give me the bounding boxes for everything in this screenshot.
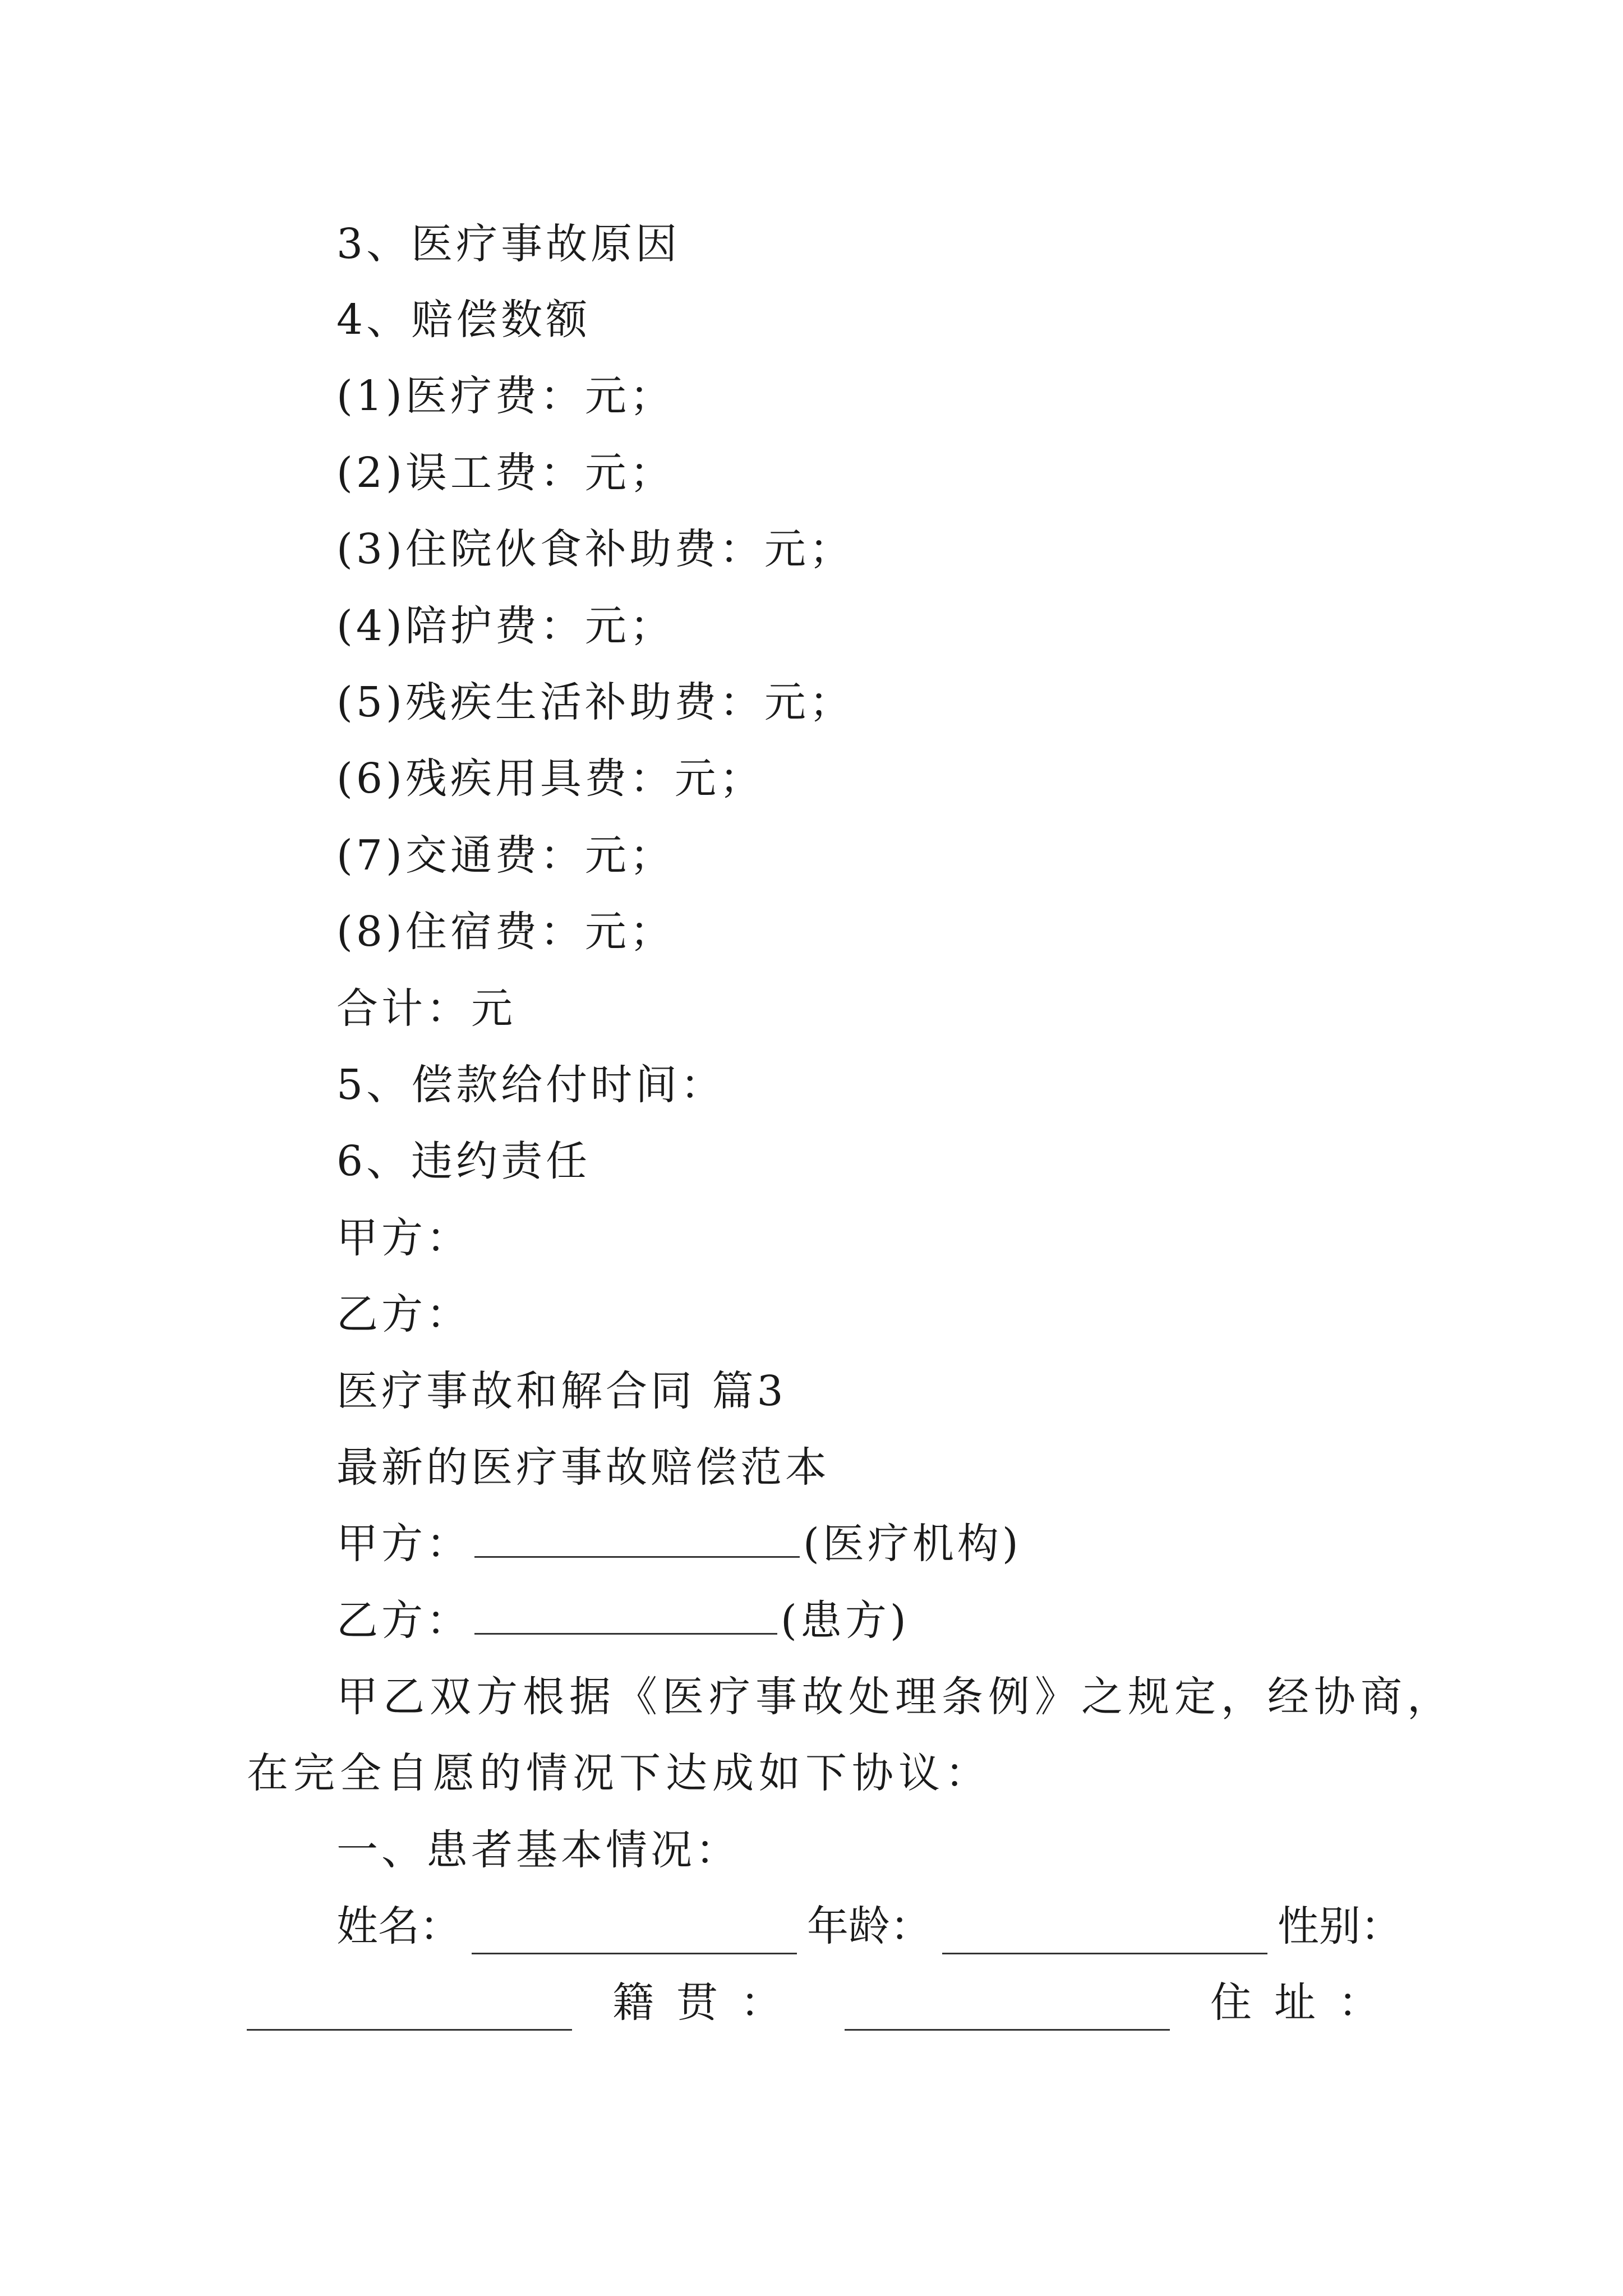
fee-hospital-meals: (3)住院伙食补助费：元； <box>336 525 854 573</box>
total-amount: 合计：元 <box>336 984 516 1033</box>
party-a-suffix: (医疗机构) <box>803 1520 1022 1568</box>
fee-nursing: (4)陪护费：元； <box>336 602 675 650</box>
signature-party-a: 甲方： <box>336 1214 471 1262</box>
fee-lodging: (8)住宿费：元； <box>336 908 675 956</box>
gender-blank[interactable] <box>247 1990 572 2031</box>
address-label: 住址： <box>1210 1978 1402 2027</box>
signature-party-b: 乙方： <box>336 1290 471 1338</box>
age-blank[interactable] <box>942 1913 1267 1954</box>
template-title: 最新的医疗事故赔偿范本 <box>336 1443 830 1492</box>
name-blank[interactable] <box>472 1913 797 1954</box>
patient-row-2 <box>247 1975 1402 2031</box>
native-place-blank[interactable] <box>845 1990 1170 2031</box>
party-b-line <box>336 1593 910 1649</box>
gender-label: 性别： <box>1278 1902 1402 1950</box>
age-label: 年龄： <box>807 1902 932 1950</box>
patient-info-heading: 一、患者基本情况： <box>336 1826 740 1874</box>
fee-transport: (7)交通费：元； <box>336 831 675 880</box>
party-a-line <box>336 1516 1022 1572</box>
agreement-line-1: 甲乙双方根据《医疗事故处理条例》之规定，经协商， <box>336 1673 1454 1721</box>
native-place-label: 籍贯： <box>612 1978 804 2027</box>
party-a-blank[interactable] <box>474 1517 800 1558</box>
patient-row-1 <box>336 1898 1402 1954</box>
fee-disability-equipment: (6)残疾用具费：元； <box>336 754 764 803</box>
item-accident-cause: 3、医疗事故原因 <box>336 220 681 268</box>
party-b-label: 乙方： <box>336 1596 471 1645</box>
section-heading: 医疗事故和解合同 篇3 <box>336 1367 787 1415</box>
party-b-blank[interactable] <box>474 1594 777 1635</box>
payment-time: 5、偿款给付时间： <box>336 1061 726 1109</box>
party-a-label: 甲方： <box>336 1520 471 1568</box>
party-b-suffix: (患方) <box>781 1596 910 1645</box>
name-label: 姓名： <box>336 1902 461 1950</box>
agreement-line-2: 在完全自愿的情况下达成如下协议： <box>247 1749 992 1797</box>
fee-medical: (1)医疗费：元； <box>336 372 675 420</box>
item-compensation-amount: 4、赔偿数额 <box>336 296 591 344</box>
fee-lost-work: (2)误工费：元； <box>336 449 675 497</box>
breach-liability: 6、违约责任 <box>336 1137 591 1185</box>
fee-disability-living: (5)残疾生活补助费：元； <box>336 678 854 726</box>
